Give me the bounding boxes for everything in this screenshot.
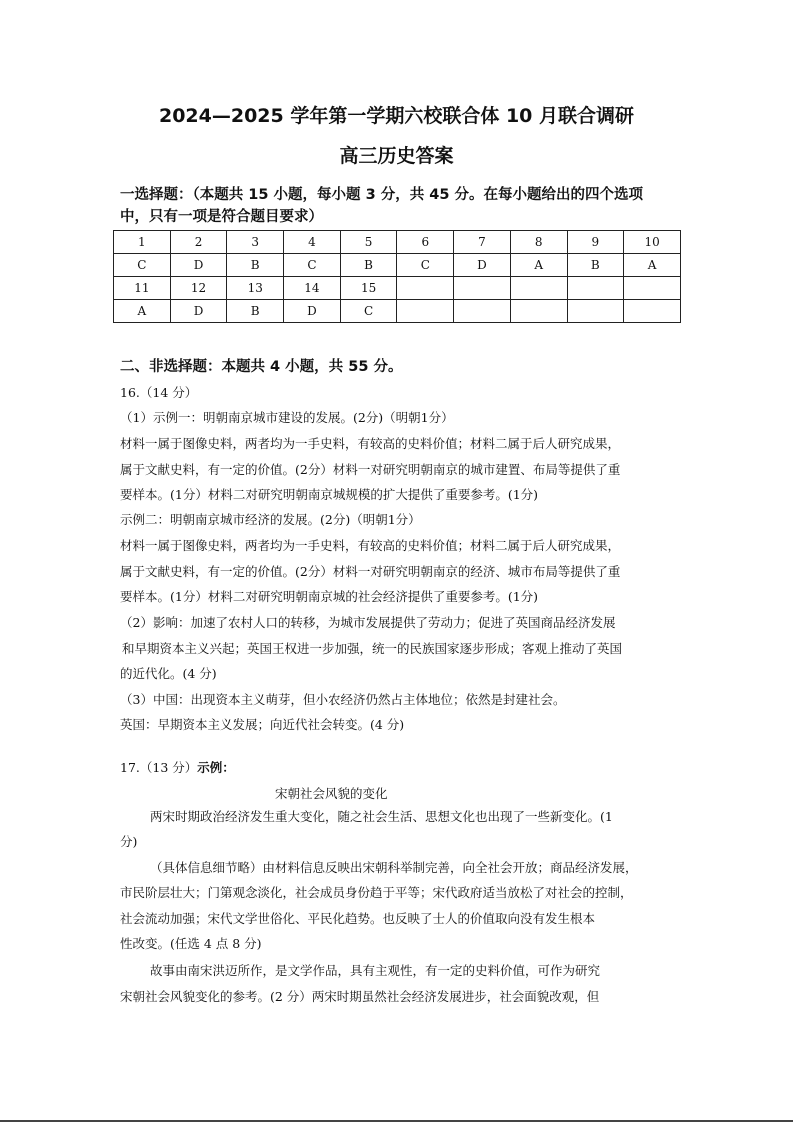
answer-table-cell: [624, 277, 681, 300]
answer-table-cell: 5: [340, 231, 397, 254]
answer-table-cell: 2: [170, 231, 227, 254]
question-16-line: 属于文献史料，有一定的价值。(2分）材料一对研究明朝南京的经济、城市布局等提供了重: [120, 564, 621, 579]
answer-table-cell: 11: [114, 277, 171, 300]
answer-table-cell: C: [284, 254, 341, 277]
answer-table-cell: 9: [567, 231, 624, 254]
answer-table-cell: [510, 300, 567, 323]
question-17-line: 分): [120, 834, 138, 849]
question-17-example-label: 示例：: [197, 760, 235, 775]
answer-table-row: [114, 277, 681, 300]
question-17-line: 两宋时期政治经济发生重大变化，随之社会生活、思想文化也出现了一些新变化。(1: [150, 809, 613, 824]
answer-table: [113, 230, 681, 323]
answer-table-cell: B: [340, 254, 397, 277]
answer-table-cell: D: [284, 300, 341, 323]
question-16-line: 16.（14 分）: [120, 385, 198, 400]
document-subtitle: 高三历史答案: [339, 145, 454, 167]
answer-table-row: [114, 254, 681, 277]
question-16-line: 属于文献史料，有一定的价值。(2分）材料一对研究明朝南京的城市建置、布局等提供了重: [120, 462, 621, 477]
question-16-line: （3）中国：出现资本主义萌芽，但小农经济仍然占主体地位；依然是封建社会。: [120, 692, 566, 707]
answer-table-cell: 12: [170, 277, 227, 300]
question-17-score: 17.（13 分）: [120, 760, 198, 775]
answer-table-cell: B: [567, 254, 624, 277]
answer-table-cell: D: [454, 254, 511, 277]
answer-table-cell: [397, 300, 454, 323]
answer-table-row: [114, 300, 681, 323]
question-17-line: （具体信息细节略）由材料信息反映出宋朝科举制完善，向全社会开放；商品经济发展，: [150, 860, 638, 875]
answer-table-cell: D: [170, 254, 227, 277]
answer-table-cell: [624, 300, 681, 323]
answer-table-cell: [454, 277, 511, 300]
answer-table-cell: B: [227, 300, 284, 323]
answer-table-cell: 13: [227, 277, 284, 300]
answer-table-cell: [567, 300, 624, 323]
answer-table-row: [114, 231, 681, 254]
section1-heading-cont: 中，只有一项是符合题目要求）: [120, 209, 323, 225]
question-17-label: [120, 759, 235, 777]
answer-table-cell: 6: [397, 231, 454, 254]
question-16-line: 要样本。(1分）材料二对研究明朝南京城的社会经济提供了重要参考。(1分): [120, 589, 539, 604]
answer-table-cell: B: [227, 254, 284, 277]
question-16-line: 材料一属于图像史料，两者均为一手史料，有较高的史料价值；材料二属于后人研究成果，: [120, 538, 621, 553]
question-17-line: 宋朝社会风貌变化的参考。(2 分）两宋时期虽然社会经济发展进步，社会面貌改观，但: [120, 989, 600, 1004]
answer-table-cell: C: [114, 254, 171, 277]
answer-table-cell: [397, 277, 454, 300]
answer-table-cell: [510, 277, 567, 300]
answer-table-cell: [567, 277, 624, 300]
answer-table-cell: 4: [284, 231, 341, 254]
question-16-line: 要样本。(1分）材料二对研究明朝南京城规模的扩大提供了重要参考。(1分): [120, 487, 539, 502]
question-17-line: 性改变。(任选 4 点 8 分): [120, 936, 262, 951]
answer-table-cell: A: [114, 300, 171, 323]
question-17-line: 社会流动加强；宋代文学世俗化、平民化趋势。也反映了士人的价值取向没有发生根本: [120, 911, 596, 926]
section2-heading: 二、非选择题：本题共 4 小题，共 55 分。: [120, 359, 403, 375]
section1-heading: 一选择题：（本题共 15 小题，每小题 3 分，共 45 分。在每小题给出的四个选项: [120, 187, 643, 203]
answer-table-cell: A: [510, 254, 567, 277]
answer-table-cell: 1: [114, 231, 171, 254]
question-17-subtitle: 宋朝社会风貌的变化: [275, 786, 388, 801]
document-title: 2024—2025 学年第一学期六校联合体 10 月联合调研: [158, 105, 635, 127]
answer-table-cell: C: [340, 300, 397, 323]
question-17-line: 故事由南宋洪迈所作，是文学作品，具有主观性，有一定的史料价值，可作为研究: [150, 963, 601, 978]
answer-table-cell: 15: [340, 277, 397, 300]
answer-table-cell: C: [397, 254, 454, 277]
answer-table-cell: 7: [454, 231, 511, 254]
question-16-line: （2）影响：加速了农村人口的转移，为城市发展提供了劳动力；促进了英国商品经济发展: [120, 615, 616, 630]
answer-table-cell: 10: [624, 231, 681, 254]
answer-table-cell: D: [170, 300, 227, 323]
answer-table-cell: 14: [284, 277, 341, 300]
question-16-line: （1）示例一：明朝南京城市建设的发展。(2分)（明朝1分）: [120, 410, 454, 425]
question-16-line: 的近代化。(4 分): [120, 666, 217, 681]
question-16-line: 材料一属于图像史料，两者均为一手史料，有较高的史料价值；材料二属于后人研究成果，: [120, 436, 621, 451]
question-16-line: 和早期资本主义兴起；英国王权进一步加强，统一的民族国家逐步形成；客观上推动了英国: [122, 641, 623, 656]
question-16-line: 英国：早期资本主义发展；向近代社会转变。(4 分): [120, 717, 405, 732]
answer-table-cell: [454, 300, 511, 323]
question-17-line: 市民阶层壮大；门第观念淡化，社会成员身份趋于平等；宋代政府适当放松了对社会的控制，: [120, 885, 633, 900]
question-16-line: 示例二：明朝南京城市经济的发展。(2分)（明朝1分）: [120, 512, 421, 527]
answer-table-cell: A: [624, 254, 681, 277]
answer-table-cell: 8: [510, 231, 567, 254]
answer-table-cell: 3: [227, 231, 284, 254]
